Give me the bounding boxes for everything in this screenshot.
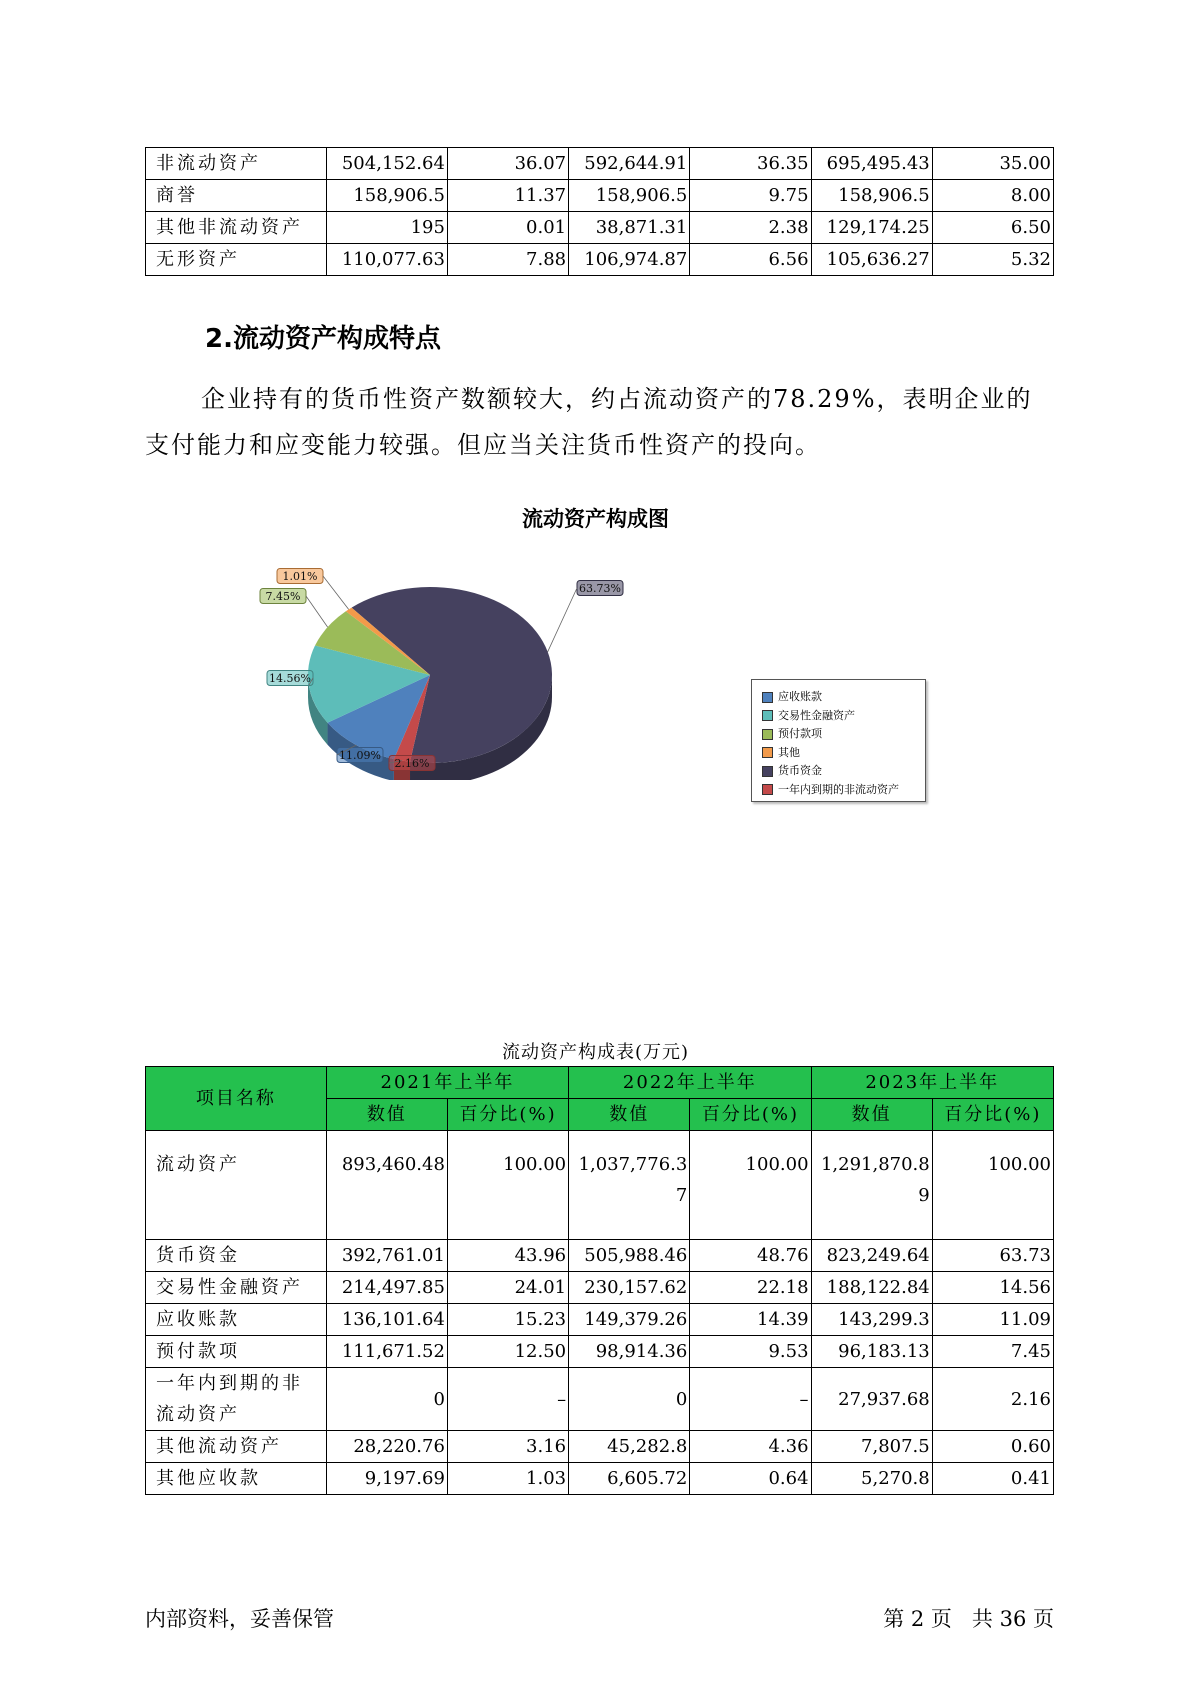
row-label: 其他流动资产 xyxy=(146,1431,327,1463)
cell-v1: 111,671.52 xyxy=(326,1336,447,1368)
header-percent: 百分比(%) xyxy=(447,1099,568,1131)
legend-label: 交易性金融资产 xyxy=(778,708,855,722)
data-label: 11.09% xyxy=(339,749,381,762)
cell-p3: 0.41 xyxy=(932,1463,1053,1495)
pie-chart xyxy=(0,540,700,780)
cell-p1: 15.23 xyxy=(447,1304,568,1336)
cell-p3: 7.45 xyxy=(932,1336,1053,1368)
table-row xyxy=(146,1240,1054,1272)
legend-label: 一年内到期的非流动资产 xyxy=(778,782,899,796)
cell-p2: 100.00 xyxy=(690,1131,811,1240)
cell-p3: 11.09 xyxy=(932,1304,1053,1336)
cell-p3: 14.56 xyxy=(932,1272,1053,1304)
data-label: 7.45% xyxy=(265,590,301,603)
table-row xyxy=(146,1304,1054,1336)
header-year-2023: 2023年上半年 xyxy=(811,1067,1053,1099)
cell-v2: 149,379.26 xyxy=(569,1304,690,1336)
cell-p2: 14.39 xyxy=(690,1304,811,1336)
data-label: 63.73% xyxy=(579,582,621,595)
row-label: 货币资金 xyxy=(146,1240,327,1272)
row-label: 一年内到期的非流动资产 xyxy=(146,1368,327,1431)
table-row xyxy=(146,1368,1054,1431)
cell-v2: 106,974.87 xyxy=(569,244,690,276)
cell-p2: 9.53 xyxy=(690,1336,811,1368)
cell-p2: 4.36 xyxy=(690,1431,811,1463)
header-percent: 百分比(%) xyxy=(690,1099,811,1131)
header-value: 数值 xyxy=(569,1099,690,1131)
data-label: 2.16% xyxy=(394,757,430,770)
cell-p1: 11.37 xyxy=(447,180,568,212)
table-row xyxy=(146,1336,1054,1368)
table-caption: 流动资产构成表(万元) xyxy=(501,1042,690,1063)
footer-page-number: 第 2 页 共 36 页 xyxy=(883,1607,1054,1631)
legend-label: 货币资金 xyxy=(778,764,822,777)
cell-v1: 504,152.64 xyxy=(326,148,447,180)
row-label: 应收账款 xyxy=(146,1304,327,1336)
cell-v2: 45,282.8 xyxy=(569,1431,690,1463)
cell-p3: 63.73 xyxy=(932,1240,1053,1272)
row-label: 无形资产 xyxy=(146,244,327,276)
row-label: 流动资产 xyxy=(146,1131,327,1240)
header-year-2022: 2022年上半年 xyxy=(569,1067,811,1099)
legend-item xyxy=(762,762,925,781)
cell-v1: 136,101.64 xyxy=(326,1304,447,1336)
cell-v3: 105,636.27 xyxy=(811,244,932,276)
cell-v3: 27,937.68 xyxy=(811,1368,932,1431)
legend-swatch xyxy=(762,692,773,703)
cell-p2: 36.35 xyxy=(690,148,811,180)
cell-p2: 2.38 xyxy=(690,212,811,244)
cell-v2: 6,605.72 xyxy=(569,1463,690,1495)
cell-p3: 2.16 xyxy=(932,1368,1053,1431)
cell-p1: 43.96 xyxy=(447,1240,568,1272)
cell-v2: 0 xyxy=(569,1368,690,1431)
cell-v2: 1,037,776.37 xyxy=(569,1131,690,1240)
cell-p2: 22.18 xyxy=(690,1272,811,1304)
cell-v3: 5,270.8 xyxy=(811,1463,932,1495)
cell-v1: 392,761.01 xyxy=(326,1240,447,1272)
cell-p1: 100.00 xyxy=(447,1131,568,1240)
cell-v3: 823,249.64 xyxy=(811,1240,932,1272)
cell-v2: 230,157.62 xyxy=(569,1272,690,1304)
cell-v2: 505,988.46 xyxy=(569,1240,690,1272)
cell-v3: 96,183.13 xyxy=(811,1336,932,1368)
cell-v3: 143,299.3 xyxy=(811,1304,932,1336)
cell-p1: – xyxy=(447,1368,568,1431)
cell-p2: – xyxy=(690,1368,811,1431)
cell-v1: 214,497.85 xyxy=(326,1272,447,1304)
row-label: 其他非流动资产 xyxy=(146,212,327,244)
cell-p1: 3.16 xyxy=(447,1431,568,1463)
cell-v3: 129,174.25 xyxy=(811,212,932,244)
legend-label: 应收账款 xyxy=(778,690,822,703)
cell-v3: 158,906.5 xyxy=(811,180,932,212)
cell-p2: 6.56 xyxy=(690,244,811,276)
table-row xyxy=(146,1431,1054,1463)
table-row xyxy=(146,1272,1054,1304)
data-label-leader xyxy=(306,596,328,627)
data-label-leader xyxy=(323,576,349,609)
row-label: 商誉 xyxy=(146,180,327,212)
cell-v1: 195 xyxy=(326,212,447,244)
cell-v2: 158,906.5 xyxy=(569,180,690,212)
legend-item xyxy=(762,707,925,726)
cell-v1: 9,197.69 xyxy=(326,1463,447,1495)
data-label: 1.01% xyxy=(282,570,318,583)
chart-legend xyxy=(751,679,926,802)
legend-item xyxy=(762,744,925,763)
cell-p1: 0.01 xyxy=(447,212,568,244)
row-label: 预付款项 xyxy=(146,1336,327,1368)
header-item-name: 项目名称 xyxy=(146,1067,327,1131)
cell-p1: 1.03 xyxy=(447,1463,568,1495)
legend-swatch xyxy=(762,729,773,740)
legend-label: 预付款项 xyxy=(778,727,822,740)
chart-title: 流动资产构成图 xyxy=(522,507,669,531)
cell-v1: 0 xyxy=(326,1368,447,1431)
header-value: 数值 xyxy=(811,1099,932,1131)
legend-swatch xyxy=(762,710,773,721)
cell-p3: 100.00 xyxy=(932,1131,1053,1240)
cell-v2: 592,644.91 xyxy=(569,148,690,180)
cell-p1: 24.01 xyxy=(447,1272,568,1304)
cell-v3: 7,807.5 xyxy=(811,1431,932,1463)
cell-p3: 6.50 xyxy=(932,212,1053,244)
table-row xyxy=(146,1463,1054,1495)
data-label-leader xyxy=(548,588,577,652)
legend-item xyxy=(762,688,925,707)
cell-v1: 110,077.63 xyxy=(326,244,447,276)
non-current-assets-table xyxy=(145,147,1054,276)
cell-v3: 1,291,870.89 xyxy=(811,1131,932,1240)
cell-p1: 36.07 xyxy=(447,148,568,180)
row-label: 非流动资产 xyxy=(146,148,327,180)
legend-label: 其他 xyxy=(778,745,800,759)
legend-item xyxy=(762,725,925,744)
row-label: 其他应收款 xyxy=(146,1463,327,1495)
cell-p1: 7.88 xyxy=(447,244,568,276)
cell-p3: 8.00 xyxy=(932,180,1053,212)
header-percent: 百分比(%) xyxy=(932,1099,1053,1131)
legend-swatch xyxy=(762,784,773,795)
cell-v3: 188,122.84 xyxy=(811,1272,932,1304)
data-label: 14.56% xyxy=(269,672,311,685)
section-heading: 2.流动资产构成特点 xyxy=(205,324,441,354)
cell-v2: 38,871.31 xyxy=(569,212,690,244)
current-assets-table xyxy=(145,1066,1054,1495)
cell-p2: 9.75 xyxy=(690,180,811,212)
cell-p3: 35.00 xyxy=(932,148,1053,180)
section-paragraph: 企业持有的货币性资产数额较大，约占流动资产的78.29%，表明企业的支付能力和应变能力较强。但应当关注货币性资产的投向。 xyxy=(145,385,1033,459)
cell-v1: 893,460.48 xyxy=(326,1131,447,1240)
table-row xyxy=(146,244,1054,276)
cell-p2: 48.76 xyxy=(690,1240,811,1272)
footer-confidential: 内部资料，妥善保管 xyxy=(145,1607,334,1631)
cell-v2: 98,914.36 xyxy=(569,1336,690,1368)
legend-swatch xyxy=(762,747,773,758)
cell-v1: 158,906.5 xyxy=(326,180,447,212)
legend-item xyxy=(762,781,925,800)
cell-v1: 28,220.76 xyxy=(326,1431,447,1463)
cell-p3: 5.32 xyxy=(932,244,1053,276)
legend-swatch xyxy=(762,766,773,777)
cell-p1: 12.50 xyxy=(447,1336,568,1368)
cell-p2: 0.64 xyxy=(690,1463,811,1495)
table-row xyxy=(146,180,1054,212)
cell-v3: 695,495.43 xyxy=(811,148,932,180)
table-row xyxy=(146,148,1054,180)
row-label: 交易性金融资产 xyxy=(146,1272,327,1304)
table-row xyxy=(146,212,1054,244)
cell-p3: 0.60 xyxy=(932,1431,1053,1463)
table-row xyxy=(146,1131,1054,1240)
header-year-2021: 2021年上半年 xyxy=(326,1067,568,1099)
header-value: 数值 xyxy=(326,1099,447,1131)
